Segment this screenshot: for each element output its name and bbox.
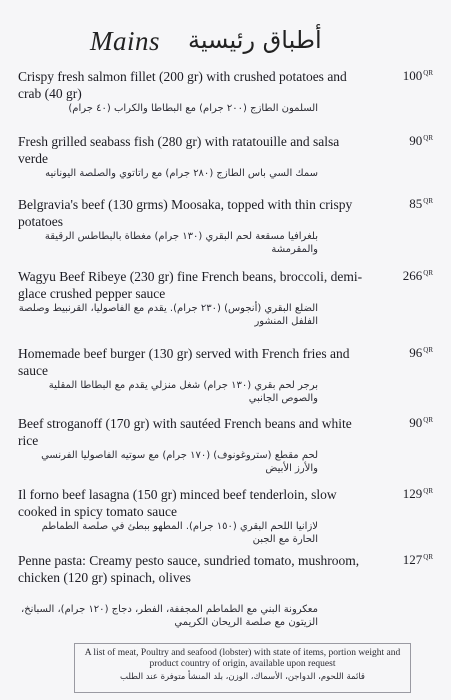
price-currency: QR bbox=[423, 196, 433, 205]
item-price bbox=[383, 345, 433, 361]
price-value: 266 bbox=[402, 268, 423, 283]
price-currency: QR bbox=[423, 68, 433, 77]
price-currency: QR bbox=[423, 133, 433, 142]
price-value: 100 bbox=[402, 68, 423, 83]
price-currency: QR bbox=[423, 486, 433, 495]
item-price bbox=[383, 68, 433, 84]
item-name-arabic: معكرونة البني مع الطماطم المجففة، الفطر، دجاج (١٢٠ جرام)، السبانخ، الزيتون مع صلصة الريحان الكريمي bbox=[21, 604, 318, 628]
item-name-arabic: سمك السي باس الطازج (٢٨٠ جرام) مع راتاتوي والصلصة اليونانيه bbox=[45, 168, 318, 179]
item-price bbox=[383, 552, 433, 568]
note-english: A list of meat, Poultry and seafood (lobster) with state of items, portion weight and product country of origin, available upon request bbox=[84, 648, 401, 669]
price-value: 90 bbox=[409, 133, 423, 148]
item-name-arabic: الضلع البقري (أنجوس) (٢٣٠ جرام). يقدم مع الفاصوليا، القرنبيط وصلصة الفلفل المنشور bbox=[18, 303, 318, 327]
price-currency: QR bbox=[423, 345, 433, 354]
item-name-english: Penne pasta: Creamy pesto sauce, sundried tomato, mushroom, chicken (120 gr) spinach, olives bbox=[18, 553, 360, 585]
section-title-arabic: أطباق رئيسية bbox=[188, 26, 322, 54]
price-value: 85 bbox=[409, 196, 423, 211]
note-arabic: قائمة اللحوم، الدواجن، الأسماك، الوزن، بلد المنشأ متوفرة عند الطلب bbox=[120, 672, 365, 682]
item-name-arabic: لحم مقطع (ستروغونوف) (١٧٠ جرام) مع سوتيه الفاصوليا الفرنسي والأرز الأبيض bbox=[41, 450, 318, 474]
price-value: 90 bbox=[409, 415, 423, 430]
item-name-english: Belgravia's beef (130 grms) Moosaka, topped with thin crispy potatoes bbox=[18, 197, 353, 229]
item-price bbox=[383, 196, 433, 212]
item-name-english: Wagyu Beef Ribeye (230 gr) fine French beans, broccoli, demi-glace crushed pepper sauce bbox=[18, 269, 363, 301]
menu-header bbox=[0, 22, 451, 62]
item-price bbox=[383, 268, 433, 284]
item-name-english: Il forno beef lasagna (150 gr) minced beef tenderloin, slow cooked in spicy tomato sauce bbox=[18, 487, 337, 519]
item-name-arabic: برجر لحم بقري (١٣٠ جرام) شغل منزلي يقدم مع البطاطا المقلية والصوص الجانبي bbox=[48, 380, 318, 404]
item-name-english: Crispy fresh salmon fillet (200 gr) with crushed potatoes and crab (40 gr) bbox=[18, 69, 347, 101]
price-currency: QR bbox=[423, 268, 433, 277]
item-price bbox=[383, 486, 433, 502]
item-name-arabic: بلغرافيا مسقعة لحم البقري (١٣٠ جرام) مغطاة بالبطاطس الرقيقة والمقرمشة bbox=[44, 231, 318, 255]
item-name-english: Homemade beef burger (130 gr) served with French fries and sauce bbox=[18, 346, 350, 378]
allergen-info-box bbox=[74, 643, 411, 693]
item-name-english: Fresh grilled seabass fish (280 gr) with ratatouille and salsa verde bbox=[18, 134, 340, 166]
price-value: 127 bbox=[402, 552, 423, 567]
item-name-english: Beef stroganoff (170 gr) with sautéed French beans and white rice bbox=[18, 416, 352, 448]
item-name-arabic: لازانيا اللحم البقري (١٥٠ جرام). المطهو ببطئ في صلصة الطماطم الحارة مع الجبن bbox=[41, 521, 318, 545]
price-value: 129 bbox=[402, 486, 423, 501]
section-title-english: Mains bbox=[90, 26, 160, 56]
price-currency: QR bbox=[423, 415, 433, 424]
price-currency: QR bbox=[423, 552, 433, 561]
item-price bbox=[383, 133, 433, 149]
item-name-arabic: السلمون الطازج (٢٠٠ جرام) مع البطاطا والكراب (٤٠ جرام) bbox=[68, 103, 318, 114]
price-value: 96 bbox=[409, 345, 423, 360]
item-price bbox=[383, 415, 433, 431]
